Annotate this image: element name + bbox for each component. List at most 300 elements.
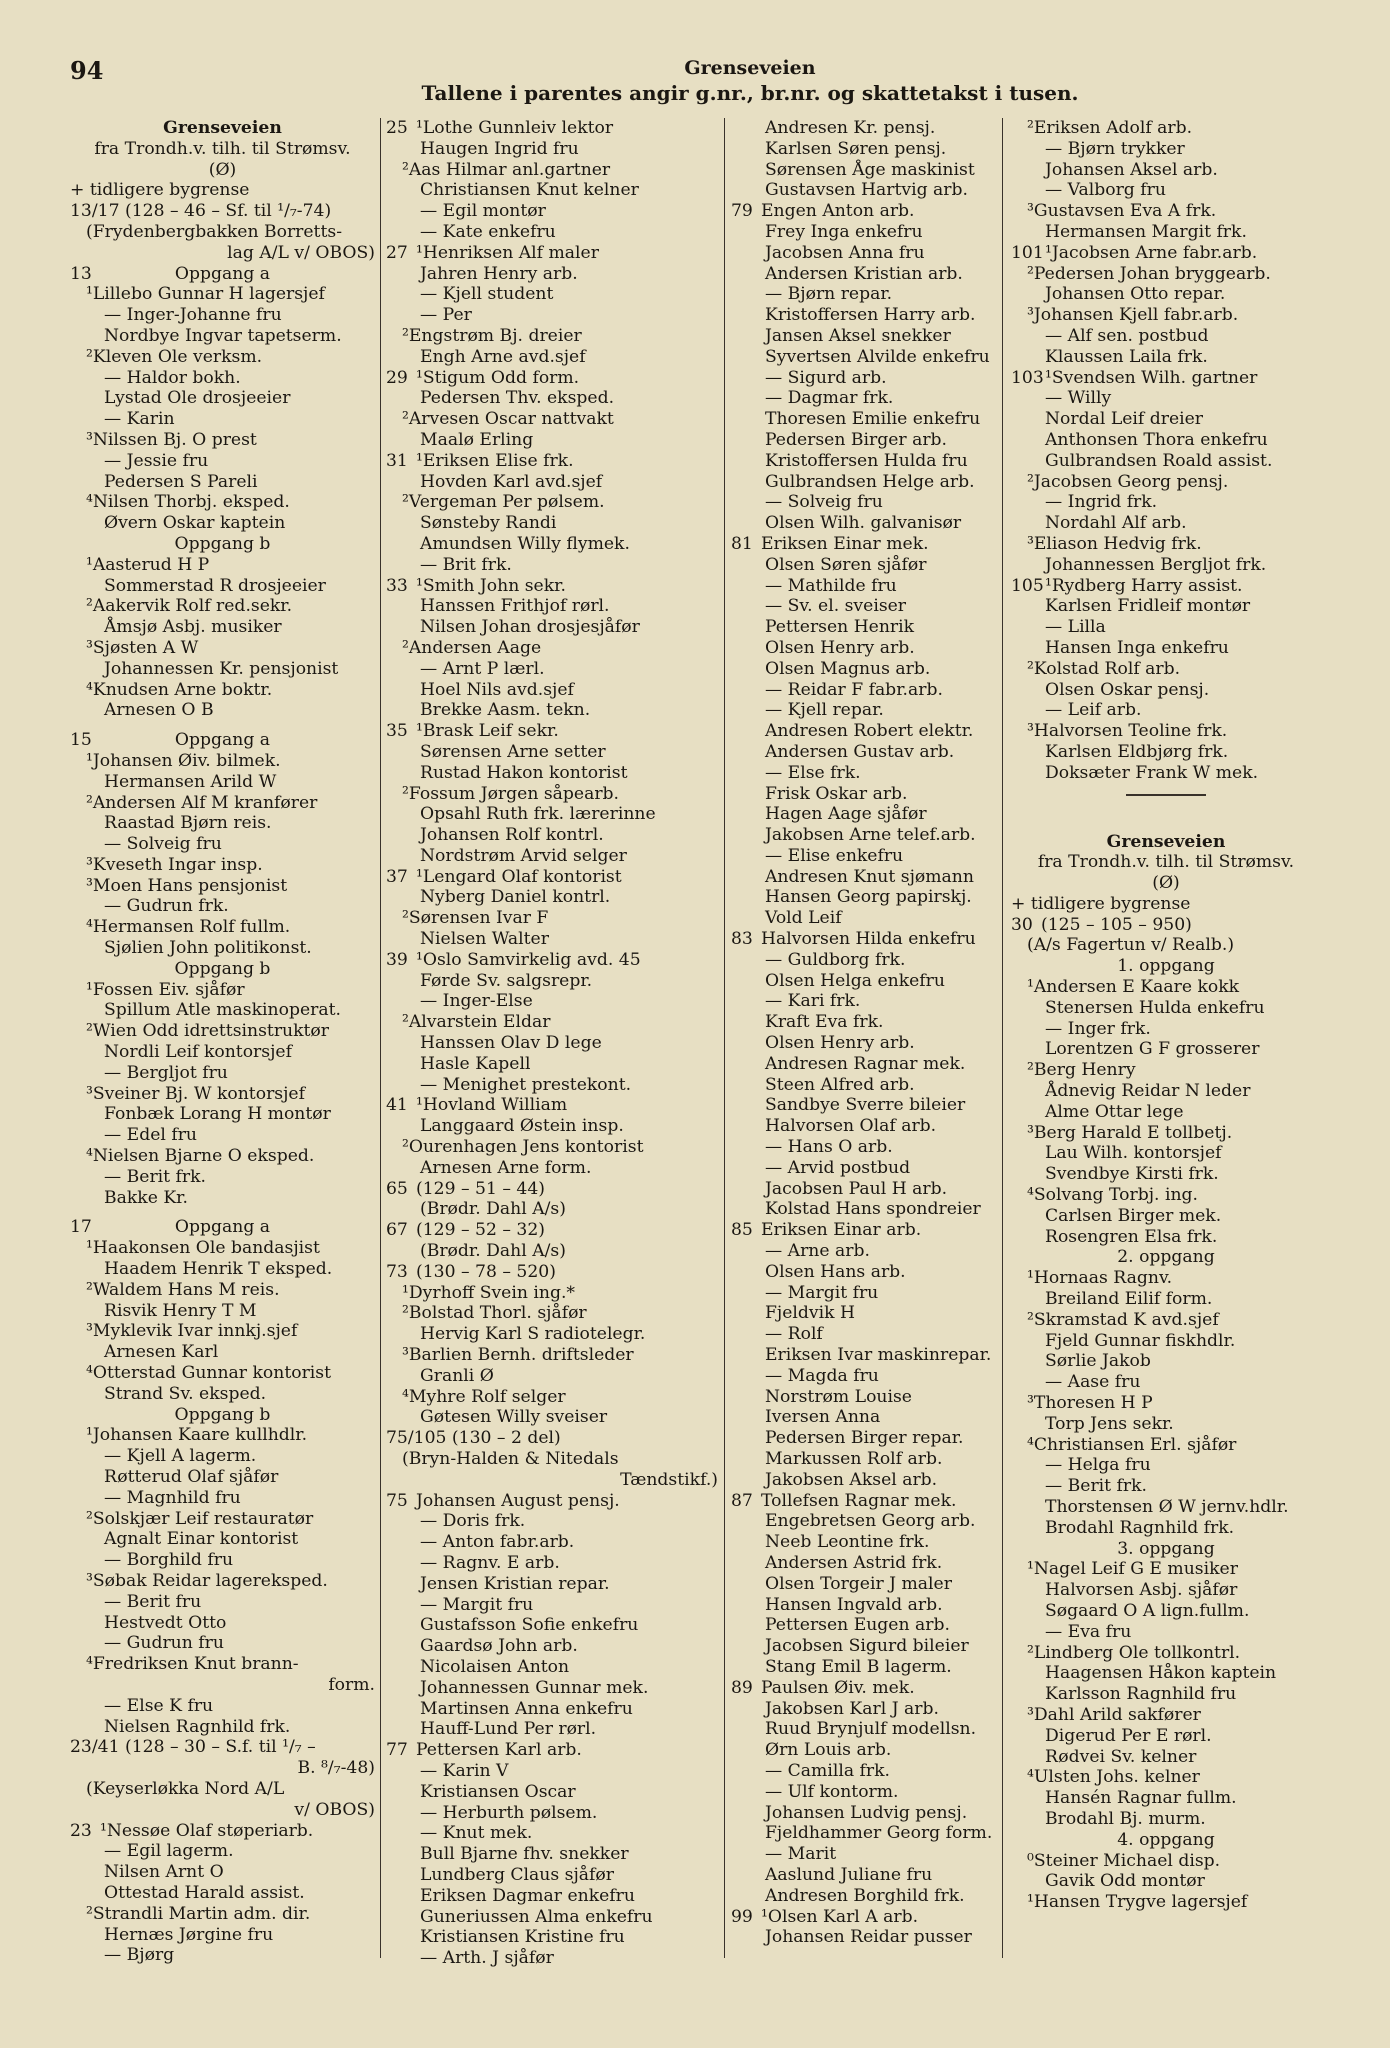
line-text: Andresen Knut sjømann [765,866,974,887]
directory-line [70,1779,375,1800]
line-text: Markussen Rolf arb. [765,1449,943,1469]
directory-line [386,160,718,181]
page-subtitle: Tallene i parentes angir g.nr., br.nr. og skattetakst i tusen. [421,81,1079,105]
directory-line [731,908,996,929]
line-text: — Camilla frk. [765,1760,891,1781]
line-text: Andresen Ragnar mek. [765,1053,966,1074]
line-text: Guneriussen Alma enkefru [420,1906,653,1927]
house-number: 73 [386,1261,408,1282]
line-text: Gustafsson Sofie enkefru [420,1615,639,1636]
directory-line [386,1761,718,1782]
line-text: Olsen Wilh. galvanisør [765,513,962,534]
directory-line [70,347,375,368]
line-text: ¹Hansen Trygve lagersjef [1027,1892,1248,1913]
directory-line [70,1800,375,1821]
house-number: 33 [386,575,408,596]
house-number: 77 [386,1740,408,1761]
line-text: ¹Rydberg Harry assist. [1045,575,1243,596]
directory-line [1011,451,1321,472]
line-text: Nordbye Ingvar tapetserm. [104,325,342,346]
directory-line [70,1125,375,1146]
line-text: ³Halvorsen Teoline frk. [1027,721,1228,742]
line-text: ³Berg Harald E tollbetj. [1027,1122,1233,1143]
directory-line [731,1553,996,1574]
line-text: — Solveig fru [765,492,883,513]
line-text: ²Fossum Jørgen såpearb. [402,783,620,804]
line-text: Fonbæk Lorang H montør [104,1104,331,1125]
line-text: Oppgang a [174,263,271,284]
line-text: ³Barlien Bernh. driftsleder [402,1345,634,1366]
line-text: Søgaard O A lign.fullm. [1045,1600,1250,1621]
section-rule [1126,794,1206,796]
line-text: Vold Leif [765,908,842,929]
line-text: — Marit [765,1844,837,1865]
line-text: (Keyserløkka Nord A/L [86,1778,285,1799]
line-text: ⁴Fredriksen Knut brann- [86,1654,299,1675]
directory-line [386,1054,718,1075]
directory-line [731,617,996,638]
directory-line [386,1719,718,1740]
directory-line [70,451,375,472]
line-text: Andersen Astrid frk. [765,1552,943,1573]
line-text: Gulbrandsen Helge arb. [765,471,975,492]
directory-line [386,1220,718,1241]
directory-line [70,139,375,160]
line-text: Kolstad Hans spondreier [765,1199,981,1220]
line-text: ¹Jacobsen Arne fabr.arb. [1045,242,1258,263]
directory-line [1011,1019,1321,1040]
line-text: Oppgang a [174,1217,271,1238]
house-number: 105 [1011,575,1044,596]
directory-line [731,784,996,805]
directory-line [1011,1372,1321,1393]
column-1 [70,118,375,1966]
line-text: — Kari frk. [765,991,861,1012]
directory-line [386,1470,718,1491]
line-text: ¹Eriksen Elise frk. [416,450,574,471]
directory-line [731,1886,996,1907]
directory-line [386,1283,718,1304]
directory-line [70,730,375,751]
line-text: Pedersen Birger arb. [765,429,948,450]
directory-line [731,1179,996,1200]
directory-line [70,201,375,222]
directory-line [731,721,996,742]
directory-line [386,1366,718,1387]
directory-line [70,1259,375,1280]
house-number: 85 [731,1220,753,1241]
directory-line [1011,1455,1321,1476]
directory-line [386,784,718,805]
directory-line [731,576,996,597]
line-text: ²Aakervik Rolf red.sekr. [86,596,293,617]
directory-line [731,305,996,326]
line-text: ⁴Christiansen Erl. sjåfør [1027,1434,1237,1455]
line-text: — Willy [1045,388,1112,409]
directory-line [1011,638,1321,659]
directory-line [731,1262,996,1283]
line-text: Olsen Hans arb. [765,1261,906,1282]
line-text: — Gudrun fru [104,1633,224,1654]
line-text: Arnesen Karl [104,1342,219,1363]
line-text: Hermansen Arild W [104,771,277,792]
directory-line [1011,721,1321,742]
directory-line [731,326,996,347]
directory-line [731,284,996,305]
line-text: Halvorsen Hilda enkefru [761,929,976,950]
line-text: Andresen Borghild frk. [765,1885,965,1906]
line-text: Gaardsø John arb. [420,1636,578,1657]
line-text: — Inger-Johanne fru [104,305,282,326]
line-text: Gustavsen Hartvig arb. [765,180,968,201]
directory-line [70,855,375,876]
line-text: Maalø Erling [420,429,534,450]
directory-line [386,305,718,326]
line-text: Hernæs Jørgine fru [104,1924,274,1945]
directory-line [731,555,996,576]
line-text: (Brødr. Dahl A/s) [420,1199,566,1220]
line-text: Paulsen Øiv. mek. [761,1677,915,1698]
directory-line [1011,555,1321,576]
directory-line [386,1657,718,1678]
directory-line [1011,763,1321,784]
directory-line [731,763,996,784]
line-text: Norstrøm Louise [765,1386,912,1407]
line-text: — Doris frk. [420,1511,526,1532]
directory-line [1011,284,1321,305]
line-text: Fjeldhammer Georg form. [765,1823,993,1844]
directory-line [70,1945,375,1966]
directory-line [386,1449,718,1470]
line-text: Frey Inga enkefru [765,221,923,242]
directory-line [1011,1227,1321,1248]
line-text: ²Kleven Ole verksm. [86,346,263,367]
line-text: Breiland Eilif form. [1045,1289,1213,1310]
line-text: (A/s Fagertun v/ Realb.) [1027,935,1235,956]
line-text: Pettersen Eugen arb. [765,1615,950,1636]
directory-line [386,284,718,305]
line-text: ²Alvarstein Eldar [402,1012,551,1033]
directory-line [70,751,375,772]
line-text: ¹Haakonsen Ole bandasjist [86,1238,320,1259]
line-text: Stang Emil B lagerm. [765,1656,952,1677]
directory-line [731,1199,996,1220]
line-text: — Elise enkefru [765,845,904,866]
directory-line [70,1821,375,1842]
line-text: ¹Nagel Leif G E musiker [1027,1559,1238,1580]
directory-line [1011,1393,1321,1414]
line-text: Eriksen Einar mek. [761,533,929,554]
directory-line [731,1470,996,1491]
directory-line [1011,1435,1321,1456]
line-text: ¹Johansen Øiv. bilmek. [86,750,281,771]
line-text: ²Wien Odd idrettsinstruktør [86,1021,329,1042]
directory-line [1011,742,1321,763]
directory-line [1011,1081,1321,1102]
line-text: Olsen Torgeir J maler [765,1573,952,1594]
directory-line [70,264,375,285]
directory-line [1011,472,1321,493]
directory-line [731,1407,996,1428]
house-number: 75 [386,1490,408,1511]
directory-line [731,1657,996,1678]
house-number: 103 [1011,367,1044,388]
directory-line [1011,659,1321,680]
directory-line [1011,409,1321,430]
line-text: 3. oppgang [1117,1538,1215,1559]
directory-line [70,680,375,701]
directory-line [731,472,996,493]
directory-line [70,659,375,680]
directory-line [1011,1871,1321,1892]
directory-line [1011,915,1321,936]
directory-line [70,326,375,347]
directory-line [386,1699,718,1720]
directory-line [70,638,375,659]
line-text: ¹Lothe Gunnleiv lektor [416,118,614,138]
line-text: ¹Smith John sekr. [416,575,566,596]
directory-line [70,1104,375,1125]
directory-line [731,867,996,888]
line-text: Nyberg Daniel kontrl. [420,887,611,908]
directory-line [731,1927,996,1948]
directory-line [70,160,375,181]
directory-line [731,1095,996,1116]
line-text: — Aase fru [1045,1372,1141,1393]
directory-line [70,1758,375,1779]
directory-line [731,1595,996,1616]
line-text: Kraft Eva frk. [765,1012,884,1033]
house-number: 25 [386,118,408,138]
directory-line [1011,1143,1321,1164]
directory-line [731,1907,996,1928]
directory-line [70,534,375,555]
directory-line [386,1012,718,1033]
directory-line [1011,977,1321,998]
directory-line [70,980,375,1001]
directory-line [1011,160,1321,181]
directory-line [386,1532,718,1553]
column-divider [724,118,725,1958]
directory-line [1011,998,1321,1019]
line-text: — Ingrid frk. [1045,492,1158,513]
directory-line [386,991,718,1012]
line-text: Olsen Henry arb. [765,1033,915,1054]
line-text: Hestvedt Otto [104,1612,227,1633]
directory-line [386,867,718,888]
directory-line [386,1844,718,1865]
directory-line [70,938,375,959]
directory-line [386,492,718,513]
directory-line [386,1262,718,1283]
line-text: — Helga fru [1045,1455,1151,1476]
line-text: ¹Johansen Kaare kullhdlr. [86,1425,308,1446]
directory-line [386,700,718,721]
directory-line [731,887,996,908]
line-text: Røtterud Olaf sjåfør [104,1467,279,1487]
directory-line [386,950,718,971]
line-text: — Inger-Else [420,991,533,1012]
line-text: ²Berg Henry [1027,1060,1136,1081]
directory-line [70,959,375,980]
directory-line [70,1592,375,1613]
line-text: Fjeldvik H [765,1303,855,1324]
line-text: Engh Arne avd.sjef [420,346,586,367]
line-text: fra Trondh.v. tilh. til Strømsv. [1037,852,1295,873]
directory-line [70,284,375,305]
directory-line [1011,1164,1321,1185]
directory-line [386,846,718,867]
line-text: (129 – 51 – 44) [416,1178,545,1199]
line-text: Hauff-Lund Per rørl. [420,1719,597,1740]
line-text: Hoel Nils avd.sjef [420,679,574,700]
line-text: Haagensen Håkon kaptein [1045,1663,1277,1684]
directory-line [386,347,718,368]
line-text: Jacobsen Anna fru [765,242,925,263]
directory-line [70,813,375,834]
directory-line [386,1075,718,1096]
line-text: — Rolf [765,1324,823,1345]
directory-line [1011,368,1321,389]
directory-line [731,1116,996,1137]
directory-line [386,721,718,742]
directory-line [731,1511,996,1532]
line-text: — Bjørn repar. [765,284,893,305]
directory-line [731,430,996,451]
line-text: — Magda fru [765,1365,879,1386]
directory-line [731,1823,996,1844]
directory-line [1011,1830,1321,1851]
directory-line [731,1449,996,1470]
line-text: ²Waldem Hans M reis. [86,1279,280,1300]
directory-line [70,1654,375,1675]
line-text: ¹Hovland William [416,1095,568,1116]
line-text: Lorentzen G F grosserer [1045,1039,1260,1060]
directory-line [1011,1747,1321,1768]
directory-line [70,1146,375,1167]
directory-line [1011,596,1321,617]
line-text: — Karin [104,409,175,430]
directory-line [1011,305,1321,326]
line-text: Johansen August pensj. [416,1490,620,1511]
house-number: 27 [386,242,408,263]
line-text: — Kjell A lagerm. [104,1446,257,1467]
line-text: — Karin V [420,1760,509,1781]
directory-line [70,834,375,855]
line-text: Olsen Magnus arb. [765,658,931,679]
directory-line [70,1841,375,1862]
directory-line [70,617,375,638]
line-text: — Else K fru [104,1695,214,1716]
line-text: Brekke Aasm. tekn. [420,700,591,721]
line-text: ³Søbak Reidar lagereksped. [86,1570,328,1591]
line-text: Eriksen Ivar maskinrepar. [765,1345,992,1366]
line-text: Doksæter Frank W mek. [1045,762,1259,783]
house-number: 83 [731,929,753,950]
line-text: ³Nilssen Bj. O prest [86,429,257,450]
directory-line [731,929,996,950]
directory-line [1011,1185,1321,1206]
line-text: Hervig Karl S radiotelegr. [420,1324,646,1345]
directory-line [1011,680,1321,701]
directory-line [1011,1268,1321,1289]
directory-line [1011,852,1321,873]
directory-line [70,1550,375,1571]
directory-line [386,576,718,597]
line-text: Andresen Kr. pensj. [765,118,936,138]
line-text: ⁴Myhre Rolf selger [402,1386,566,1407]
line-text: ⁴Ulsten Johs. kelner [1027,1767,1200,1788]
directory-line [1011,1518,1321,1539]
directory-line [1011,873,1321,894]
directory-line [1011,118,1321,139]
directory-line [70,305,375,326]
line-text: Jakobsen Karl J arb. [765,1698,939,1719]
line-text: — Anton fabr.arb. [420,1532,575,1553]
directory-line [731,1428,996,1449]
line-text: Lystad Ole drosjeeier [104,388,291,409]
line-text: Jakobsen Aksel arb. [765,1469,938,1490]
directory-line [1011,1247,1321,1268]
directory-line [386,388,718,409]
house-number: 81 [731,533,753,554]
directory-line [731,1054,996,1075]
directory-line [731,1719,996,1740]
line-text: — Inger frk. [1045,1018,1151,1039]
directory-line [386,1095,718,1116]
line-text: — Reidar F fabr.arb. [765,679,943,700]
line-text: — Eva fru [1045,1621,1132,1642]
directory-line [386,430,718,451]
directory-line [731,160,996,181]
directory-line [70,1509,375,1530]
directory-line [70,596,375,617]
directory-line [731,1012,996,1033]
line-text: Langgaard Østein insp. [420,1116,624,1137]
line-text: Anthonsen Thora enkefru [1045,429,1268,450]
line-text: Thoresen Emilie enkefru [765,409,981,430]
line-text: fra Trondh.v. tilh. til Strømsv. [94,138,351,159]
directory-line [386,264,718,285]
directory-line [386,1678,718,1699]
column-4 [1011,118,1321,1913]
directory-line [731,1220,996,1241]
line-text: Pettersen Henrik [765,617,915,638]
line-text: — Egil montør [420,201,546,222]
directory-line [1011,832,1321,853]
house-number: 23 [70,1820,92,1841]
directory-line [731,264,996,285]
directory-line [731,118,996,139]
directory-line [386,472,718,493]
line-text: Oppgang a [174,730,271,751]
line-text: ¹Aasterud H P [86,554,210,575]
line-text: Jansen Aksel snekker [765,325,951,346]
line-text: Nilsen Johan drosjesjåfør [420,617,640,638]
directory-line [1011,534,1321,555]
line-text: ²Engstrøm Bj. dreier [402,325,582,346]
line-text: Sørlie Jakob [1045,1351,1151,1372]
line-text: Jacobsen Paul H arb. [765,1178,948,1199]
directory-line [70,1188,375,1209]
directory-line [1011,1788,1321,1809]
directory-line [386,1948,718,1969]
line-text: 2. oppgang [1117,1247,1215,1268]
line-text: Haugen Ingrid fru [420,138,579,159]
directory-line [1011,1351,1321,1372]
line-text: Johansen Otto repar. [1045,284,1226,305]
line-text: ²Pedersen Johan bryggearb. [1027,263,1271,284]
